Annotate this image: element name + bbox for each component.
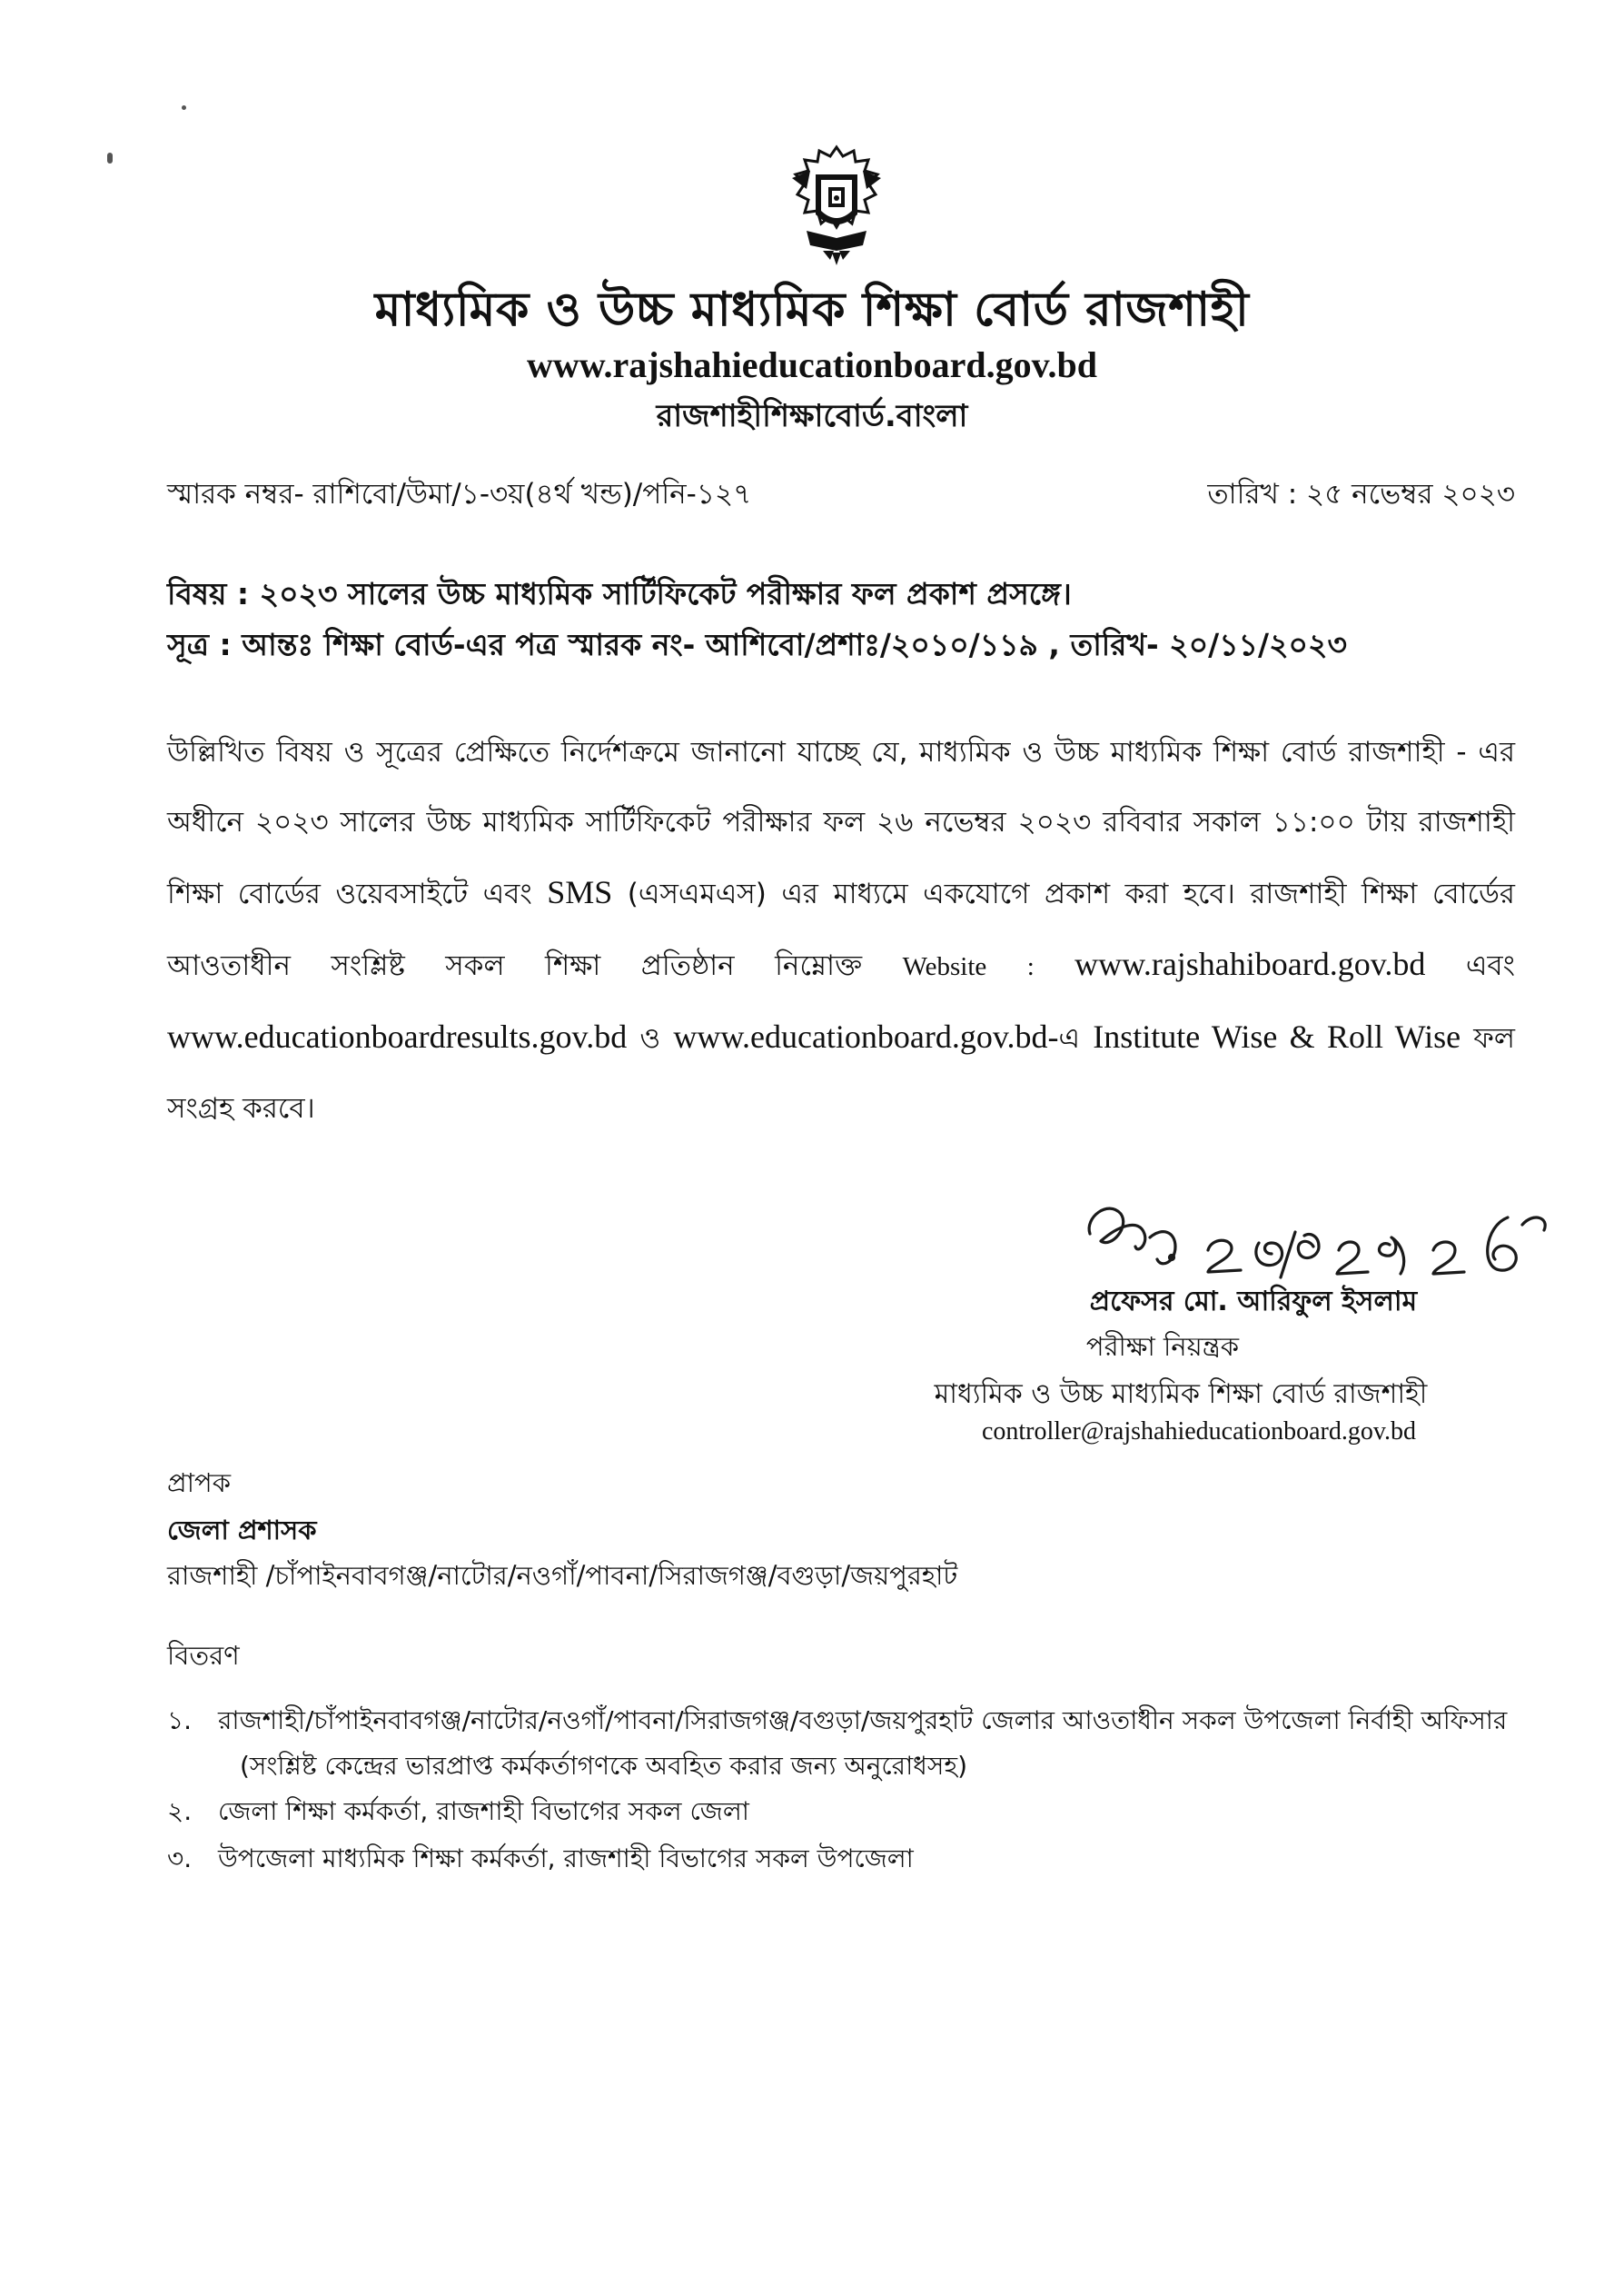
list-item xyxy=(167,1792,1530,1834)
scan-speck xyxy=(182,105,186,110)
list-item-number: ৩. xyxy=(167,1843,193,1873)
signature-scribble-icon xyxy=(1081,1190,1589,1290)
signer-name: প্রফেসর মো. আরিফুল ইসলাম xyxy=(1089,1286,1418,1317)
board-website-bangla: রাজশাহীশিক্ষাবোর্ড.বাংলা xyxy=(656,398,968,434)
recipient-districts: রাজশাহী /চাঁপাইনবাবগঞ্জ/নাটোর/নওগাঁ/পাবনা/সিরাজগঞ্জ/বগুড়া/জয়পুরহাট xyxy=(167,1560,958,1591)
memo-date: তারিখ : ২৫ নভেম্বর ২০২৩ xyxy=(1207,478,1515,511)
reference-line: সূত্র : আন্তঃ শিক্ষা বোর্ড-এর পত্র স্মারক নং- আশিবো/প্রশাঃ/২০১০/১১৯ , তারিখ- ২০/১১/২০২৩ xyxy=(167,627,1347,662)
emblem-seal-icon xyxy=(779,144,894,267)
body-site-educationboardresults: www.educationboardresults.gov.bd xyxy=(167,1018,628,1055)
body-site-educationboard: www.educationboard.gov.bd- xyxy=(673,1018,1059,1055)
signer-organization: মাধ্যমিক ও উচ্চ মাধ্যমিক শিক্ষা বোর্ড রাজশাহী xyxy=(934,1378,1428,1410)
subject-line: বিষয় : ২০২৩ সালের উচ্চ মাধ্যমিক সার্টিফিকেট পরীক্ষার ফল প্রকাশ প্রসঙ্গে। xyxy=(167,576,1072,611)
list-item-text: রাজশাহী/চাঁপাইনবাবগঞ্জ/নাটোর/নওগাঁ/পাবনা/সিরাজগঞ্জ/বগুড়া/জয়পুরহাট জেলার আওতাধীন সকল উপজেলা নির্বাহী অফিসার xyxy=(218,1705,1508,1735)
body-text-part2: (এসএমএস) এর মাধ্যমে একযোগে প্রকাশ করা হবে। রাজশাহী শিক্ষা বোর্ডের আওতাধীন সংশ্লিষ্ট সকল শিক্ষা প্রতিষ্ঠান নিম্নোক্ত xyxy=(167,878,1515,982)
body-wise: Institute Wise & Roll Wise xyxy=(1093,1018,1461,1055)
recipient-title: জেলা প্রশাসক xyxy=(167,1515,317,1545)
signer-title: পরীক্ষা নিয়ন্ত্রক xyxy=(1085,1331,1240,1362)
distribution-label: বিতরণ xyxy=(167,1640,240,1671)
body-website-word: Website xyxy=(902,952,987,981)
list-item-text: জেলা শিক্ষা কর্মকর্তা, রাজশাহী বিভাগের সকল জেলা xyxy=(218,1796,749,1826)
list-item-text: উপজেলা মাধ্যমিক শিক্ষা কর্মকর্তা, রাজশাহী বিভাগের সকল উপজেলা xyxy=(218,1843,914,1873)
list-item xyxy=(167,1701,1530,1744)
body-and-1: এবং xyxy=(1465,949,1516,982)
body-sms: SMS xyxy=(547,874,613,910)
scan-speck xyxy=(107,153,113,164)
board-title: মাধ্যমিক ও উচ্চ মাধ্যমিক শিক্ষা বোর্ড রাজশাহী xyxy=(374,283,1250,337)
body-site-rajshahiboard: www.rajshahiboard.gov.bd xyxy=(1074,946,1426,982)
board-website: www.rajshahieducationboard.gov.bd xyxy=(527,344,1097,385)
body-suffix: এ xyxy=(1058,1022,1081,1055)
memo-number: স্মারক নম্বর- রাশিবো/উমা/১-৩য়(৪র্থ খন্ড)/পনি-১২৭ xyxy=(167,478,752,511)
body-paragraph xyxy=(167,718,1515,1144)
body-text-part3: ফল সংগ্রহ করবে। xyxy=(167,1022,1516,1125)
body-colon: : xyxy=(1026,952,1035,981)
list-item-number: ১. xyxy=(167,1705,193,1735)
list-item-number: ২. xyxy=(167,1796,193,1826)
list-item-note: (সংশ্লিষ্ট কেন্দ্রের ভারপ্রাপ্ত কর্মকর্তাগণকে অবহিত করার জন্য অনুরোধসহ) xyxy=(240,1751,968,1781)
list-item xyxy=(167,1839,1530,1882)
recipient-label: প্রাপক xyxy=(167,1467,232,1498)
board-emblem-logo xyxy=(779,144,894,267)
handwritten-signature xyxy=(1081,1190,1589,1290)
signer-email: controller@rajshahieducationboard.gov.bd xyxy=(981,1417,1417,1446)
body-text-part1: উল্লিখিত বিষয় ও সূত্রের প্রেক্ষিতে নির্দেশক্রমে জানানো যাচ্ছে যে, মাধ্যমিক ও উচ্চ মাধ্যমিক শিক্ষা বোর্ড রাজশাহী - এর অধীনে ২০২৩ সালের উচ্চ মাধ্যমিক সার্টিফিকেট পরীক্ষার ফল ২৬ নভেম্বর ২০২৩ রবিবার সকাল ১১:০০ টায় রাজশাহী শিক্ষা বোর্ডের ওয়েবসাইটে এবং xyxy=(167,736,1515,910)
body-and-2: ও xyxy=(639,1022,661,1055)
